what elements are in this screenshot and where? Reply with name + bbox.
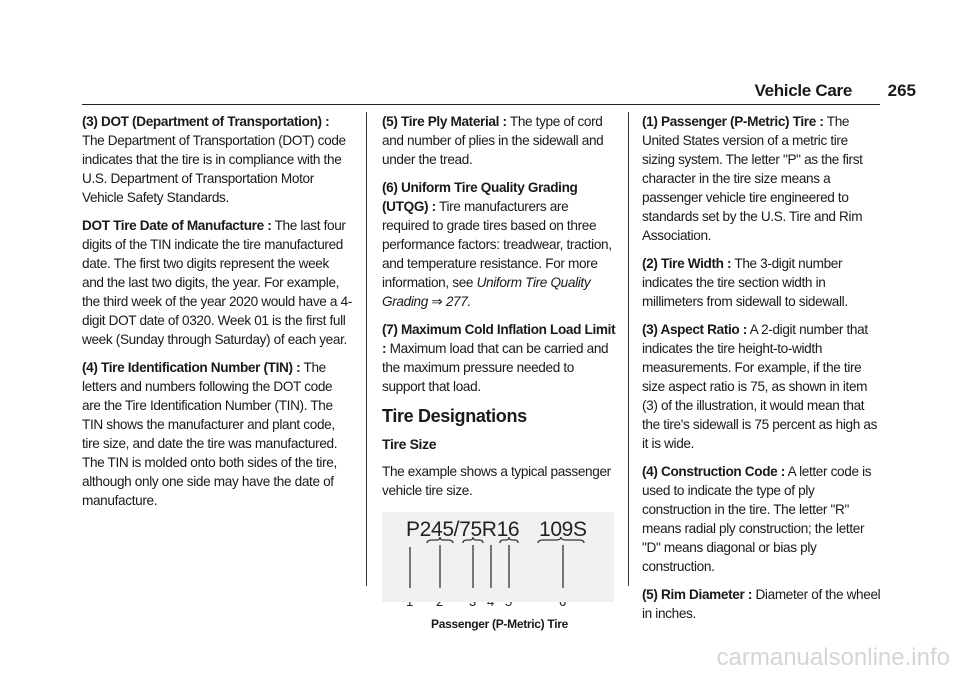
- dot-date-term: DOT Tire Date of Manufacture :: [82, 218, 272, 233]
- utqg-term: (6) Uniform Tire Quality Grading (UTQG) :: [382, 180, 578, 214]
- header-section-title: Vehicle Care: [754, 81, 852, 100]
- aspect-ratio-text: A 2-digit number that indicates the tire height-to-width measurements. For example, if the tire size aspect ratio is 75, as shown in item (3) of the illustration, it would mean that the tire's sidewall is 75 percent as high as it is wide.: [642, 322, 878, 451]
- tin-term: (4) Tire Identification Number (TIN) :: [82, 360, 301, 375]
- column-divider-2: [628, 112, 629, 586]
- tire-size-illustration: [382, 512, 614, 602]
- tire-width-text: The 3-digit number indicates the tire section width in millimeters from sidewall to sidewall.: [642, 256, 848, 309]
- dot-paragraph: [82, 112, 352, 207]
- ply-paragraph: [382, 112, 617, 169]
- construction-code-text: A letter code is used to indicate the type of ply construction in the tire. The letter "R" means radial ply construction; the letter "D" means diagonal or bias ply construction.: [642, 464, 872, 574]
- column-2: [382, 112, 617, 634]
- load-limit-text: Maximum load that can be carried and the maximum pressure needed to support that load.: [382, 341, 609, 394]
- dot-text: The Department of Transportation (DOT) code indicates that the tire is in compliance with the U.S. Department of Transportation Motor Vehicle Safety Standards.: [82, 133, 346, 205]
- column-divider-1: [366, 112, 367, 586]
- utqg-cross-reference-link[interactable]: Uniform Tire Quality Grading: [382, 275, 591, 309]
- rim-diameter-text: Diameter of the wheel in inches.: [642, 587, 881, 621]
- load-limit-paragraph: [382, 320, 617, 396]
- aspect-ratio-paragraph: [642, 320, 882, 453]
- utqg-text: Tire manufacturers are required to grade tires based on three performance factors: treadwear, traction, and temperature resistance. For more information, see: [382, 199, 612, 290]
- utqg-paragraph: [382, 178, 617, 311]
- construction-code-paragraph: [642, 462, 882, 576]
- rim-diameter-term: (5) Rim Diameter :: [642, 587, 753, 602]
- p-metric-term: (1) Passenger (P-Metric) Tire :: [642, 114, 824, 129]
- header-page-number: 265: [887, 81, 916, 100]
- aspect-ratio-term: (3) Aspect Ratio :: [642, 322, 747, 337]
- p-metric-paragraph: [642, 112, 882, 245]
- tire-code-main: P245/75R16: [406, 518, 520, 541]
- dot-date-paragraph: [82, 216, 352, 349]
- rim-diameter-paragraph: [642, 585, 882, 623]
- column-3: [642, 112, 882, 632]
- construction-code-term: (4) Construction Code :: [642, 464, 785, 479]
- dot-date-text: The last four digits of the TIN indicate the tire manufactured date. The first two digits represent the week and the last two digits, the year. For example, the third week of the year 2020 would have a 4-digit DOT date of 0320. Week 01 is the first full week (Sunday through Saturday) of each year.: [82, 218, 352, 347]
- page-reference-icon: ⇒: [431, 294, 443, 309]
- tire-size-diagram: [382, 512, 614, 602]
- subsection-heading: Tire Size: [382, 436, 437, 452]
- dot-term: (3) DOT (Department of Transportation) :: [82, 114, 330, 129]
- figure-caption: Passenger (P-Metric) Tire: [431, 617, 568, 631]
- watermark: carmanualsonline.info: [716, 644, 950, 671]
- tin-paragraph: [82, 358, 352, 510]
- tin-text: The letters and numbers following the DOT code are the Tire Identification Number (TIN). The TIN shows the manufacturer and plant code, tire size, and date the tire was manufactured. The TIN is molded onto both sides of the tire, although only one side may have the date of manufacture.: [82, 360, 338, 508]
- section-heading: Tire Designations: [382, 406, 527, 426]
- utqg-page-ref[interactable]: 277.: [445, 294, 471, 309]
- tire-size-intro: The example shows a typical passenger vehicle tire size.: [382, 464, 611, 498]
- load-limit-term: (7) Maximum Cold Inflation Load Limit :: [382, 322, 616, 356]
- column-1: [82, 112, 352, 519]
- p-metric-text: The United States version of a metric tire sizing system. The letter "P" as the first character in the tire size means a passenger vehicle tire engineered to standards set by the U.S. Tire and Rim Association.: [642, 114, 863, 243]
- tire-width-term: (2) Tire Width :: [642, 256, 732, 271]
- callout-brackets: [410, 537, 584, 588]
- header-rule: [82, 104, 880, 105]
- tire-width-paragraph: [642, 254, 882, 311]
- ply-term: (5) Tire Ply Material :: [382, 114, 507, 129]
- tire-code-load-speed: 109S: [539, 518, 587, 541]
- ply-text: The type of cord and number of plies in the sidewall and under the tread.: [382, 114, 604, 167]
